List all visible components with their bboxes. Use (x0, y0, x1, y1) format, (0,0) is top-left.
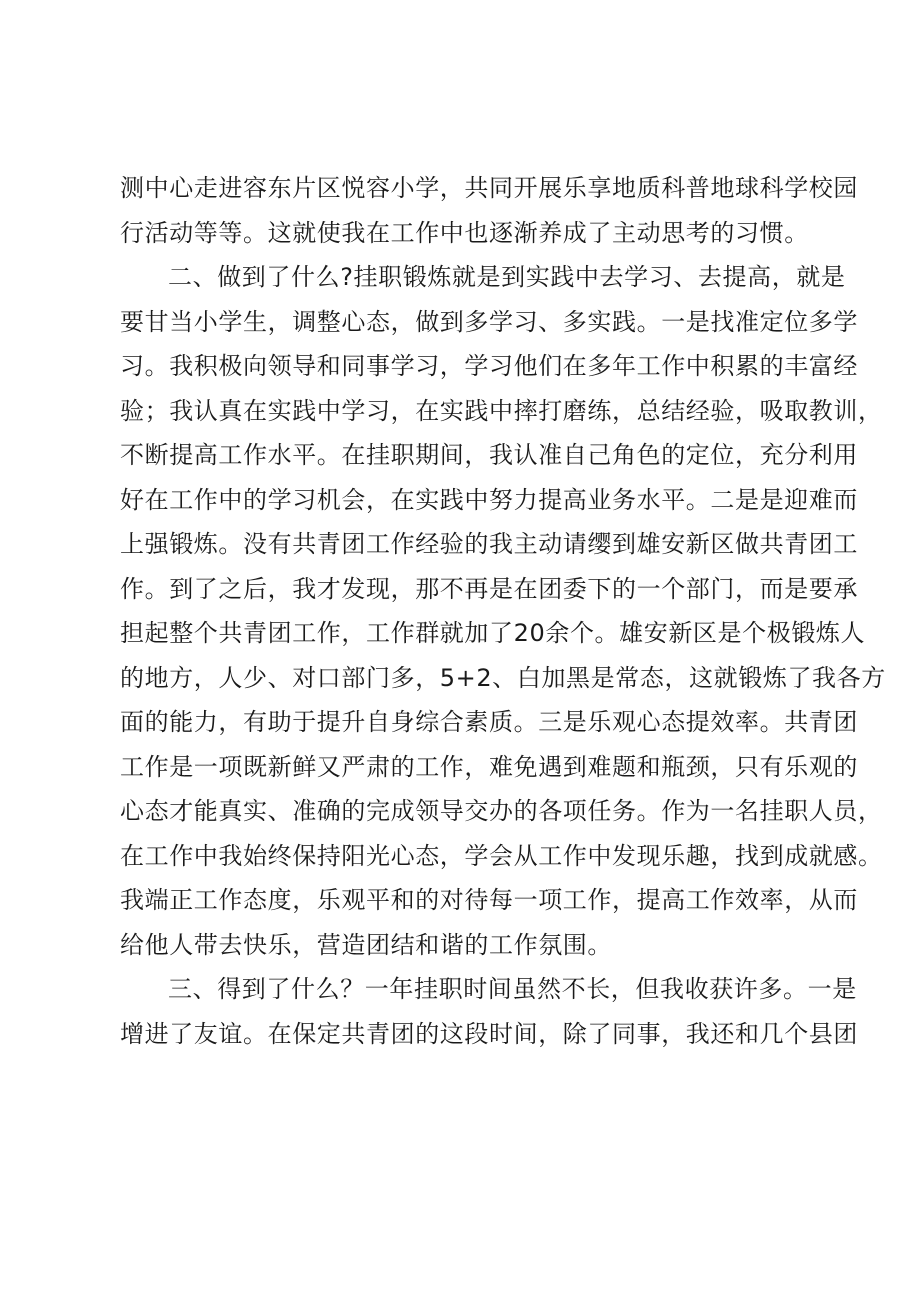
text-line: 的地方，人少、对口部门多，5+2、白加黑是常态，这就锻炼了我各方 (120, 663, 886, 692)
text-line: 要甘当小学生，调整心态，做到多学习、多实践。一是找准定位多学 (120, 307, 858, 336)
text-line: 心态才能真实、准确的完成领导交办的各项任务。作为一名挂职人员， (120, 797, 883, 825)
document-body (120, 166, 886, 1056)
text-line: 在工作中我始终保持阳光心态，学会从工作中发现乐趣，找到成就感。 (120, 841, 883, 870)
paragraph-start-line: 二、做到了什么?挂职锻炼就是到实践中去学习、去提高，就是 (168, 263, 846, 291)
text-line: 习。我积极向领导和同事学习，学习他们在多年工作中积累的丰富经 (120, 352, 858, 380)
text-line: 上强锻炼。没有共青团工作经验的我主动请缨到雄安新区做共青团工 (120, 530, 858, 558)
text-line: 给他人带去快乐，营造团结和谐的工作氛围。 (120, 930, 612, 959)
text-line: 行活动等等。这就使我在工作中也逐渐养成了主动思考的习惯。 (120, 218, 809, 247)
text-line: 工作是一项既新鲜又严肃的工作，难免遇到难题和瓶颈，只有乐观的 (120, 752, 858, 781)
text-line: 担起整个共青团工作，工作群就加了20余个。雄安新区是个极锻炼人 (120, 619, 866, 647)
text-line: 作。到了之后，我才发现，那不再是在团委下的一个部门，而是要承 (120, 574, 858, 603)
text-line: 不断提高工作水平。在挂职期间，我认准自己角色的定位，充分利用 (120, 441, 858, 469)
text-line: 测中心走进容东片区悦容小学，共同开展乐享地质科普地球科学校园 (120, 174, 858, 202)
text-line: 我端正工作态度，乐观平和的对待每一项工作，提高工作效率，从而 (120, 886, 858, 914)
text-line: 增进了友谊。在保定共青团的这段时间，除了同事，我还和几个县团 (120, 1019, 858, 1048)
text-line: 面的能力，有助于提升自身综合素质。三是乐观心态提效率。共青团 (120, 708, 858, 736)
text-line: 好在工作中的学习机会，在实践中努力提高业务水平。二是是迎难而 (120, 485, 858, 514)
text-line: 验；我认真在实践中学习，在实践中摔打磨练，总结经验，吸取教训， (120, 396, 883, 425)
paragraph-start-line: 三、得到了什么？一年挂职时间虽然不长，但我收获许多。一是 (168, 975, 857, 1003)
